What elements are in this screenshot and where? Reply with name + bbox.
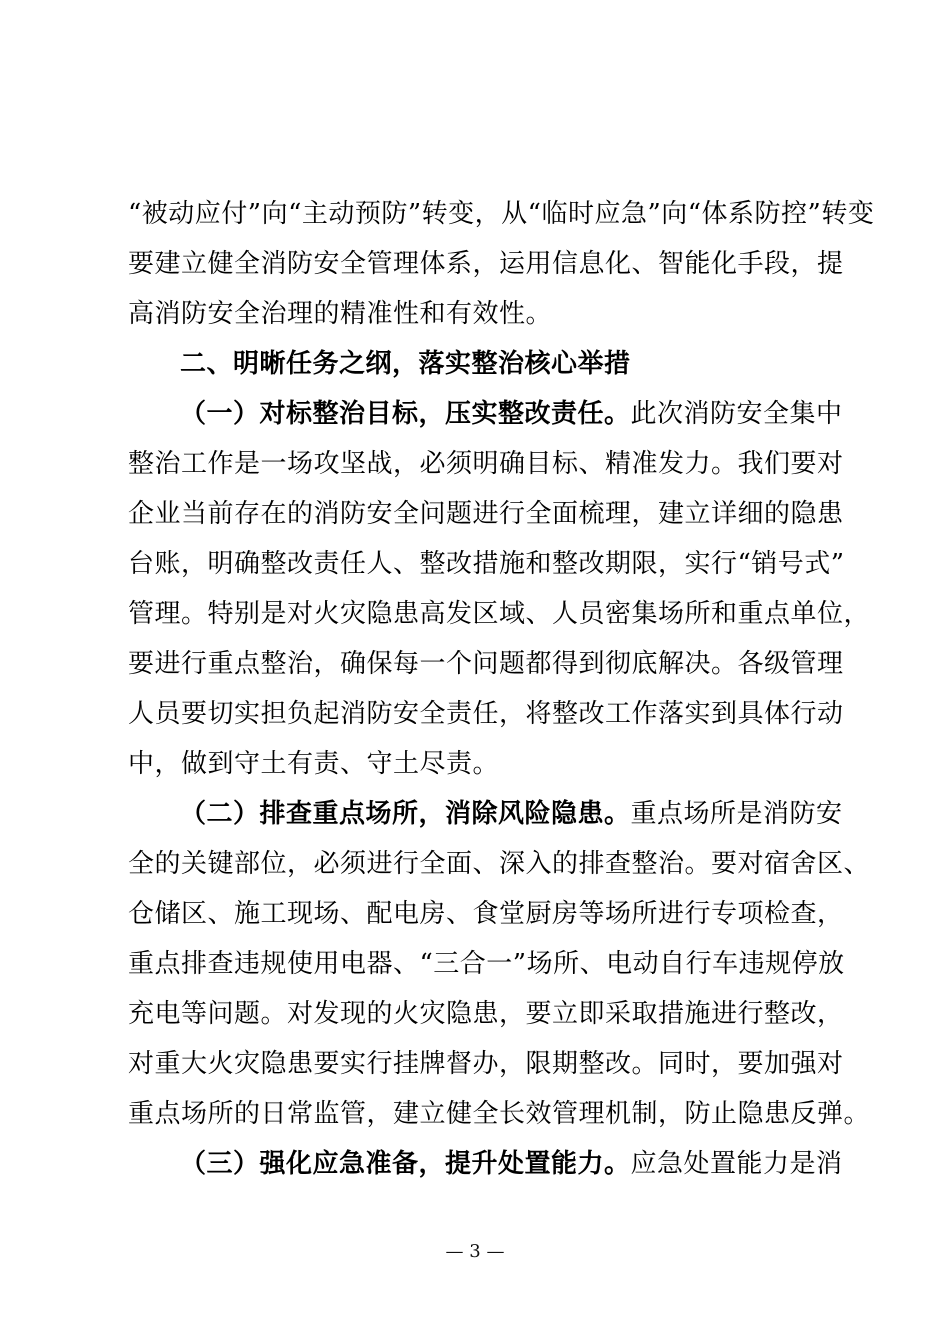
section-1-line-7: 人员要切实担负起消防安全责任，将整改工作落实到具体行动 bbox=[128, 699, 844, 729]
paragraph-1-line-1: “被动应付”向“主动预防”转变，从“临时应急”向“体系防控”转变 bbox=[128, 199, 875, 229]
section-heading-2: 二、明晰任务之纲，落实整治核心举措 bbox=[180, 349, 631, 379]
section-1-line-2: 整治工作是一场攻坚战，必须明确目标、精准发力。我们要对 bbox=[128, 449, 844, 479]
section-3-line-1-rest: 应急处置能力是消 bbox=[630, 1149, 843, 1179]
section-2-line-2: 全的关键部位，必须进行全面、深入的排查整治。要对宿舍区、 bbox=[128, 849, 871, 879]
section-1-lead: （一）对标整治目标，压实整改责任。 bbox=[180, 399, 631, 429]
section-1-line-4: 台账，明确整改责任人、整改措施和整改期限，实行“销号式” bbox=[128, 549, 845, 579]
section-3-line-1 bbox=[180, 1148, 910, 1180]
section-3-lead: （三）强化应急准备，提升处置能力。 bbox=[180, 1149, 631, 1179]
section-2-line-1 bbox=[180, 798, 910, 830]
section-1-line-1-rest: 此次消防安全集中 bbox=[630, 399, 843, 429]
section-1-line-1 bbox=[180, 398, 910, 430]
section-2-line-5: 充电等问题。对发现的火灾隐患，要立即采取措施进行整改， bbox=[128, 999, 844, 1029]
section-2-line-4: 重点排查违规使用电器、“三合一”场所、电动自行车违规停放 bbox=[128, 949, 845, 979]
section-1-line-3: 企业当前存在的消防安全问题进行全面梳理，建立详细的隐患 bbox=[128, 499, 844, 529]
paragraph-1-line-2: 要建立健全消防安全管理体系，运用信息化、智能化手段，提 bbox=[128, 249, 844, 279]
section-2-line-3: 仓储区、施工现场、配电房、食堂厨房等场所进行专项检查， bbox=[128, 899, 844, 929]
paragraph-1-line-3: 高消防安全治理的精准性和有效性。 bbox=[128, 299, 553, 329]
section-2-line-7: 重点场所的日常监管，建立健全长效管理机制，防止隐患反弹。 bbox=[128, 1099, 871, 1129]
section-2-line-6: 对重大火灾隐患要实行挂牌督办，限期整改。同时，要加强对 bbox=[128, 1049, 844, 1079]
section-1-line-8: 中，做到守土有责、守土尽责。 bbox=[128, 749, 500, 779]
page-number: — 3 — bbox=[445, 1241, 505, 1262]
section-1-line-6: 要进行重点整治，确保每一个问题都得到彻底解决。各级管理 bbox=[128, 649, 844, 679]
section-1-line-5: 管理。特别是对火灾隐患高发区域、人员密集场所和重点单位， bbox=[128, 599, 871, 629]
section-2-lead: （二）排查重点场所，消除风险隐患。 bbox=[180, 799, 631, 829]
section-2-line-1-rest: 重点场所是消防安 bbox=[630, 799, 843, 829]
